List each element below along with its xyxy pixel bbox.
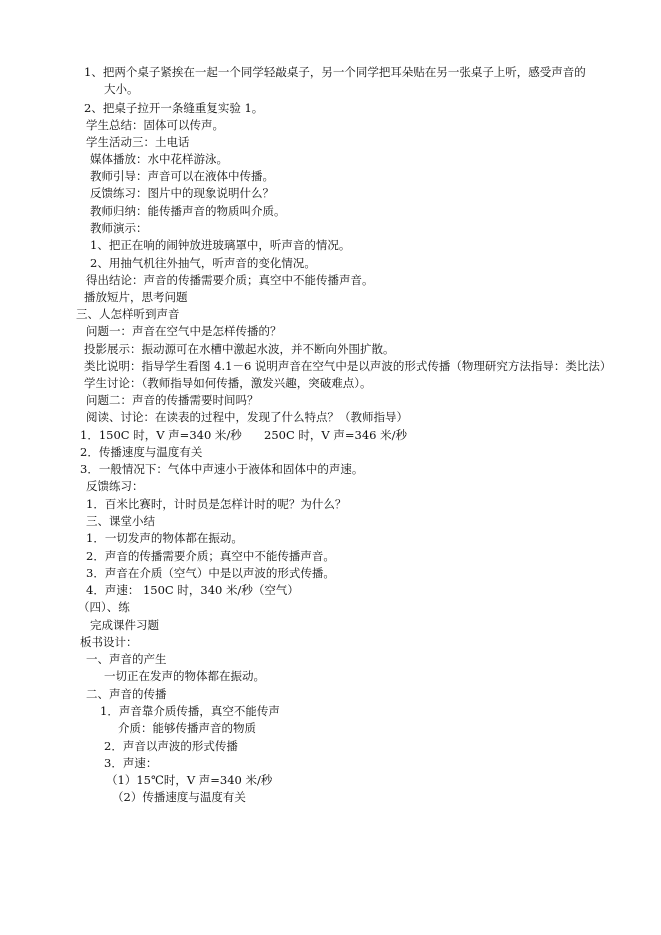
text-line: 1．150C 时，V 声=340 米/秒	[80, 428, 242, 442]
section-heading: （四）、练	[78, 600, 130, 614]
text-line: 学生总结：固体可以传声。	[86, 118, 224, 132]
text-line: 2．声音的传播需要介质；真空中不能传播声音。	[86, 549, 335, 563]
section-heading: 三、人怎样听到声音	[76, 307, 180, 321]
text-line: 1．一切发声的物体都在振动。	[86, 531, 243, 545]
text-line: 2．声音以声波的形式传播	[104, 739, 238, 753]
text-line: 2、用抽气机往外抽气，听声音的变化情况。	[90, 256, 316, 270]
text-line: 媒体播放：水中花样游泳。	[90, 152, 228, 166]
text-line: 1．声音靠介质传播，真空不能传声	[100, 704, 280, 718]
text-line: （2）传播速度与温度有关	[112, 790, 246, 804]
text-line: 3．一般情况下：气体中声速小于液体和固体中的声速。	[80, 462, 364, 476]
text-line: 阅读、讨论：在读表的过程中，发现了什么特点？（教师指导）	[86, 410, 408, 424]
text-line: 1、把正在响的闹钟放进玻璃罩中，听声音的情况。	[90, 238, 351, 252]
text-line: 问题一：声音在空气中是怎样传播的？	[86, 324, 282, 338]
text-line: 3．声速：	[104, 756, 158, 770]
section-heading: 板书设计：	[80, 635, 138, 649]
text-line: 4．声速： 150C 时，340 米/秒（空气）	[86, 583, 299, 597]
text-line: 教师引导：声音可以在液体中传播。	[90, 169, 274, 183]
text-line: 教师演示：	[90, 221, 148, 235]
text-line: 一切正在发声的物体都在振动。	[104, 669, 265, 683]
section-heading: 一、声音的产生	[86, 652, 167, 666]
text-line: 反馈练习：	[86, 479, 144, 493]
text-line: 教师归纳：能传播声音的物质叫介质。	[90, 204, 286, 218]
text-line: 完成课件习题	[90, 618, 159, 632]
text-line: 得出结论：声音的传播需要介质；真空中不能传播声音。	[86, 273, 374, 287]
text-line: 1、把两个桌子紧挨在一起一个同学轻敲桌子，另一个同学把耳朵贴在另一张桌子上听，感受声音的	[84, 65, 586, 79]
text-line: 3．声音在介质（空气）中是以声波的形式传播。	[86, 566, 335, 580]
text-line: 250C 时，V 声=346 米/秒	[264, 428, 407, 442]
text-line: 学生活动三：土电话	[86, 135, 190, 149]
text-line: 反馈练习：图片中的现象说明什么？	[90, 186, 274, 200]
text-line: 类比说明：指导学生看图 4.1－6 说明声音在空气中是以声波的形式传播（物理研究方法指导：类比法）	[84, 359, 612, 373]
text-line: 介质：能够传播声音的物质	[118, 721, 256, 735]
text-line: 1．百米比赛时，计时员是怎样计时的呢？为什么？	[86, 497, 347, 511]
section-heading: 二、声音的传播	[86, 687, 167, 701]
text-line: 问题二：声音的传播需要时间吗？	[86, 393, 259, 407]
text-line: （1）15℃时，V 声=340 米/秒	[106, 773, 273, 787]
section-heading: 三、课堂小结	[86, 514, 155, 528]
text-line: 2、把桌子拉开一条缝重复实验 1。	[84, 101, 264, 115]
text-line: 投影展示：振动源可在水槽中激起水波，并不断向外围扩散。	[84, 342, 395, 356]
text-line: 大小。	[104, 82, 139, 96]
text-line: 播放短片，思考问题	[84, 290, 188, 304]
text-line: 2．传播速度与温度有关	[80, 445, 203, 459]
text-line: 学生讨论：（教师指导如何传播，激发兴趣，突破难点）。	[84, 376, 372, 390]
